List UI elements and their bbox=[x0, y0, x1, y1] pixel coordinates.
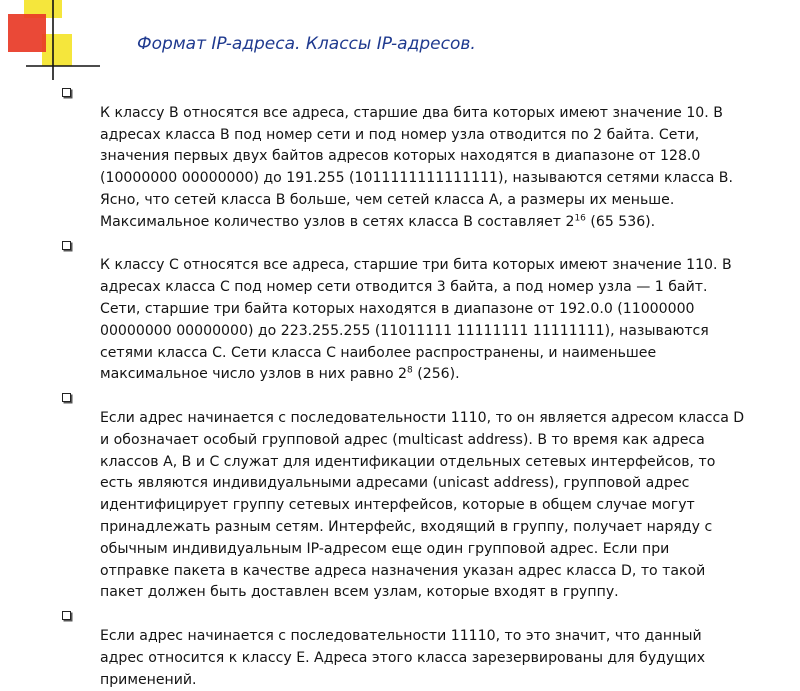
list-item bbox=[62, 386, 800, 604]
red-square bbox=[8, 14, 46, 52]
list-item bbox=[62, 234, 800, 387]
yellow-square-bottom bbox=[42, 34, 72, 66]
item-tail: (256). bbox=[412, 366, 460, 383]
list-item bbox=[62, 604, 800, 691]
item-superscript: 16 bbox=[574, 213, 586, 224]
slide-title: Формат IP-адреса. Классы IP-адресов. bbox=[137, 34, 476, 54]
item-text: Если адрес начинается с последовательности 1110, то он является адресом класса D и обозначает особый групповой адрес (multicast address). В то время как адреса классов А, В и С служат для идентификации отдельных сетевых интерфейсов, то есть являются индивидуальными адресами (unicast address), групповой адрес идентифицирует группу сетевых интерфейсов, которые в общем случае могут принадлежать разным сетям. Интерфейс, входящий в группу, получает наряду с обычным индивидуальным IP-адресом еще один групповой адрес. Если при отправке пакета в качестве адреса назначения указан адрес класса D, то такой пакет должен быть доставлен всем узлам, которые входят в группу. bbox=[100, 409, 745, 601]
corner-decoration bbox=[0, 0, 100, 80]
list-item bbox=[62, 81, 800, 234]
checkbox-bullet-icon bbox=[62, 393, 71, 402]
checkbox-bullet-icon bbox=[62, 88, 71, 97]
item-text: К классу В относятся все адреса, старшие два бита которых имеют значение 10. В адресах класса В под номер сети и под номер узла отводится по 2 байта. Сети, значения первых двух байтов адресов которых находятся в диапазоне от 128.0 (10000000 00000000) до 191.255 (1011111111111111), называются сетями класса В. Ясно, что сетей класса В больше, чем сетей класса А, а размеры их меньше. Максимальное количество узлов в сетях класса В составляет 2 bbox=[100, 104, 733, 230]
item-superscript: 8 bbox=[407, 365, 413, 376]
item-text: Если адрес начинается с последовательности 11110, то это значит, что данный адрес относится к классу Е. Адреса этого класса зарезервированы для будущих применений. bbox=[100, 627, 706, 688]
item-text: К классу С относятся все адреса, старшие три бита которых имеют значение 110. В адресах класса С под номер сети отводится 3 байта, а под номер узла — 1 байт. Сети, старшие три байта которых находятся в диапазоне от 192.0.0 (11000000 00000000 00000000) до 223.255.255 (11011111 11111111 11111111), называются сетями класса С. Сети класса С наиболее распространены, и наименьшее максимальное число узлов в них равно 2 bbox=[100, 257, 732, 383]
item-tail: (65 536). bbox=[585, 213, 656, 230]
checkbox-bullet-icon bbox=[62, 611, 71, 620]
checkbox-bullet-icon bbox=[62, 241, 71, 250]
